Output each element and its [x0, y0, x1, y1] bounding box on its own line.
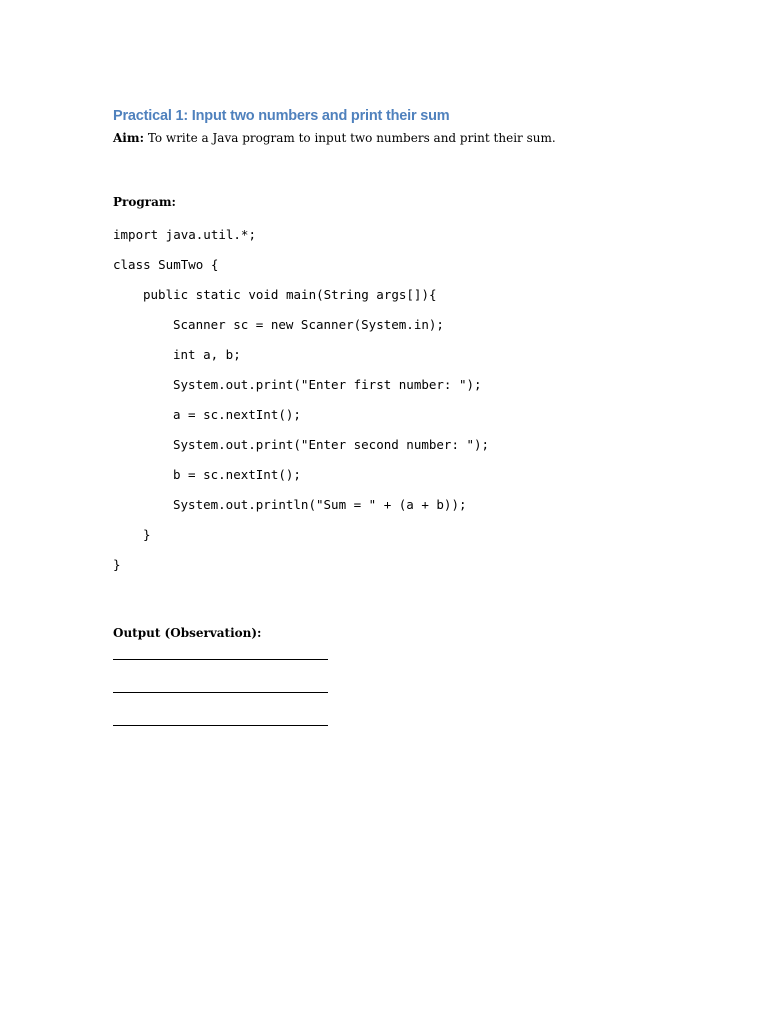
code-line-read-b: b = sc.nextInt(); [173, 467, 301, 482]
program-label: Program: [113, 195, 176, 209]
practical-title: Practical 1: Input two numbers and print their sum [113, 108, 450, 124]
document-page [113, 106, 673, 758]
observation-blank-line [113, 692, 328, 693]
code-line-prompt-first: System.out.print("Enter first number: "); [173, 377, 482, 392]
aim-text: To write a Java program to input two numbers and print their sum. [144, 131, 556, 145]
aim-label: Aim: [113, 131, 144, 145]
code-line-variables: int a, b; [173, 347, 241, 362]
code-line-print-sum: System.out.println("Sum = " + (a + b)); [173, 497, 467, 512]
observation-blank-line [113, 659, 328, 660]
aim-paragraph [113, 127, 673, 149]
code-line-prompt-second: System.out.print("Enter second number: "); [173, 437, 490, 452]
code-line-main-method: public static void main(String args[]){ [143, 287, 437, 302]
code-line-scanner: Scanner sc = new Scanner(System.in); [173, 317, 444, 332]
output-label: Output (Observation): [113, 626, 262, 640]
code-line-read-a: a = sc.nextInt(); [173, 407, 301, 422]
code-block [113, 220, 673, 580]
code-line-import: import java.util.*; [113, 227, 256, 242]
observation-blank-lines [113, 659, 673, 726]
observation-blank-line [113, 725, 328, 726]
code-line-class-declaration: class SumTwo { [113, 257, 219, 272]
code-line-close-class: } [113, 557, 121, 572]
code-line-close-method: } [143, 527, 151, 542]
